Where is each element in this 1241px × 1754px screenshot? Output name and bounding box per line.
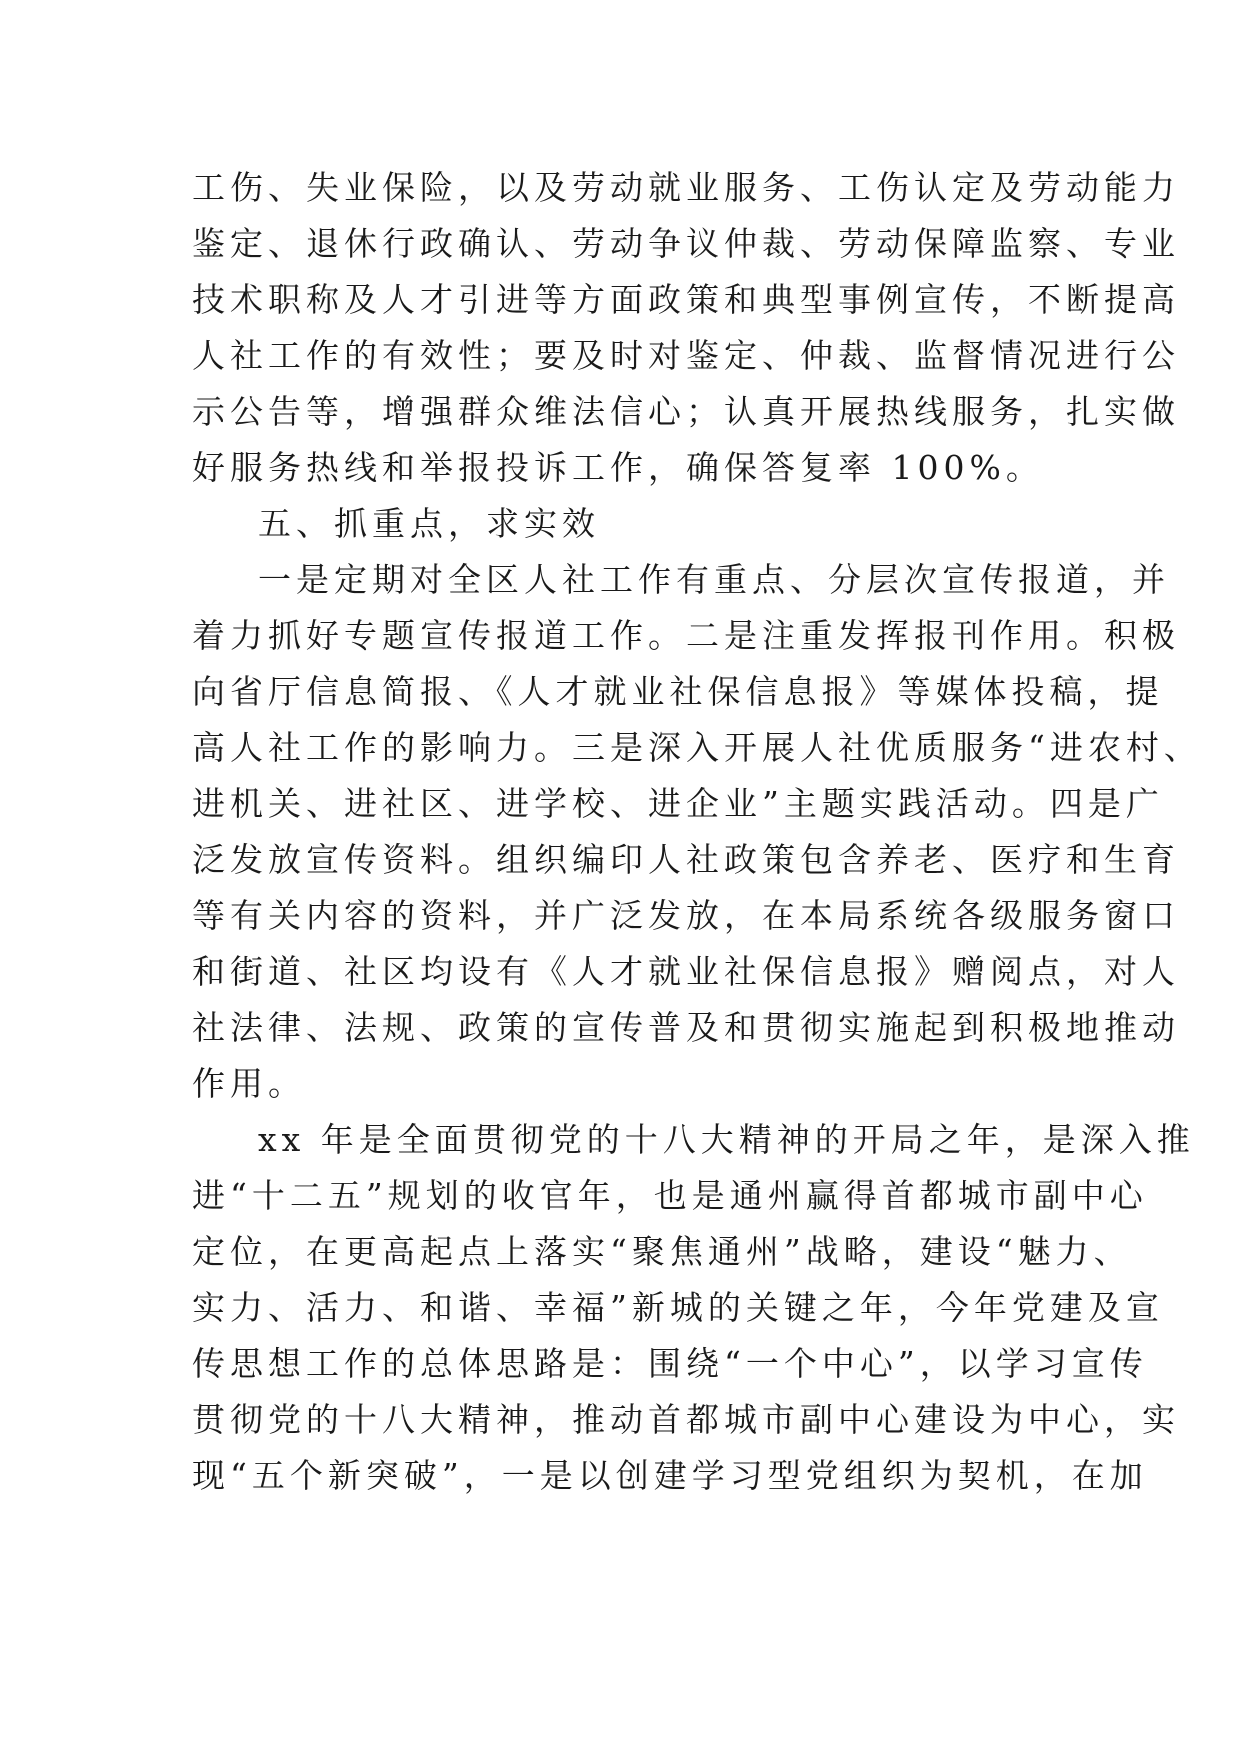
text-line: 人社工作的有效性；要及时对鉴定、仲裁、监督情况进行公 — [192, 336, 1180, 375]
text-line: 好服务热线和举报投诉工作，确保答复率 100%。 — [192, 448, 1044, 487]
paragraph-first-line: 五、抓重点，求实效 — [258, 504, 600, 543]
text-line: 实力、活力、和谐、幸福”新城的关键之年，今年党建及宣 — [192, 1288, 1164, 1327]
text-line: 进“十二五”规划的收官年，也是通州赢得首都城市副中心 — [192, 1176, 1148, 1215]
text-line: 工伤、失业保险，以及劳动就业服务、工伤认定及劳动能力 — [192, 168, 1180, 207]
text-line: 向省厅信息简报、《人才就业社保信息报》等媒体投稿，提 — [192, 672, 1164, 711]
text-line: 示公告等，增强群众维法信心；认真开展热线服务，扎实做 — [192, 392, 1180, 431]
text-line: 着力抓好专题宣传报道工作。二是注重发挥报刊作用。积极 — [192, 616, 1180, 655]
text-line: 社法律、法规、政策的宣传普及和贯彻实施起到积极地推动 — [192, 1008, 1180, 1047]
text-line: 鉴定、退休行政确认、劳动争议仲裁、劳动保障监察、专业 — [192, 224, 1180, 263]
text-line: 传思想工作的总体思路是：围绕“一个中心”，以学习宣传 — [192, 1344, 1148, 1383]
text-line: 高人社工作的影响力。三是深入开展人社优质服务“进农村、 — [192, 728, 1202, 767]
text-line: 泛发放宣传资料。组织编印人社政策包含养老、医疗和生育 — [192, 840, 1180, 879]
text-line: 技术职称及人才引进等方面政策和典型事例宣传，不断提高 — [192, 280, 1180, 319]
text-line: 进机关、进社区、进学校、进企业”主题实践活动。四是广 — [192, 784, 1164, 823]
text-line: 和街道、社区均设有《人才就业社保信息报》赠阅点，对人 — [192, 952, 1180, 991]
text-line: 定位，在更高起点上落实“聚焦通州”战略，建设“魅力、 — [192, 1232, 1132, 1271]
text-line: 贯彻党的十八大精神，推动首都城市副中心建设为中心，实 — [192, 1400, 1180, 1439]
document-body — [192, 160, 1202, 1504]
paragraph-first-line: xx 年是全面贯彻党的十八大精神的开局之年，是深入推 — [258, 1120, 1195, 1159]
text-line: 作用。 — [192, 1064, 306, 1103]
text-line: 等有关内容的资料，并广泛发放，在本局系统各级服务窗口 — [192, 896, 1180, 935]
paragraph-first-line: 一是定期对全区人社工作有重点、分层次宣传报道，并 — [258, 560, 1170, 599]
text-line: 现“五个新突破”，一是以创建学习型党组织为契机，在加 — [192, 1456, 1148, 1495]
